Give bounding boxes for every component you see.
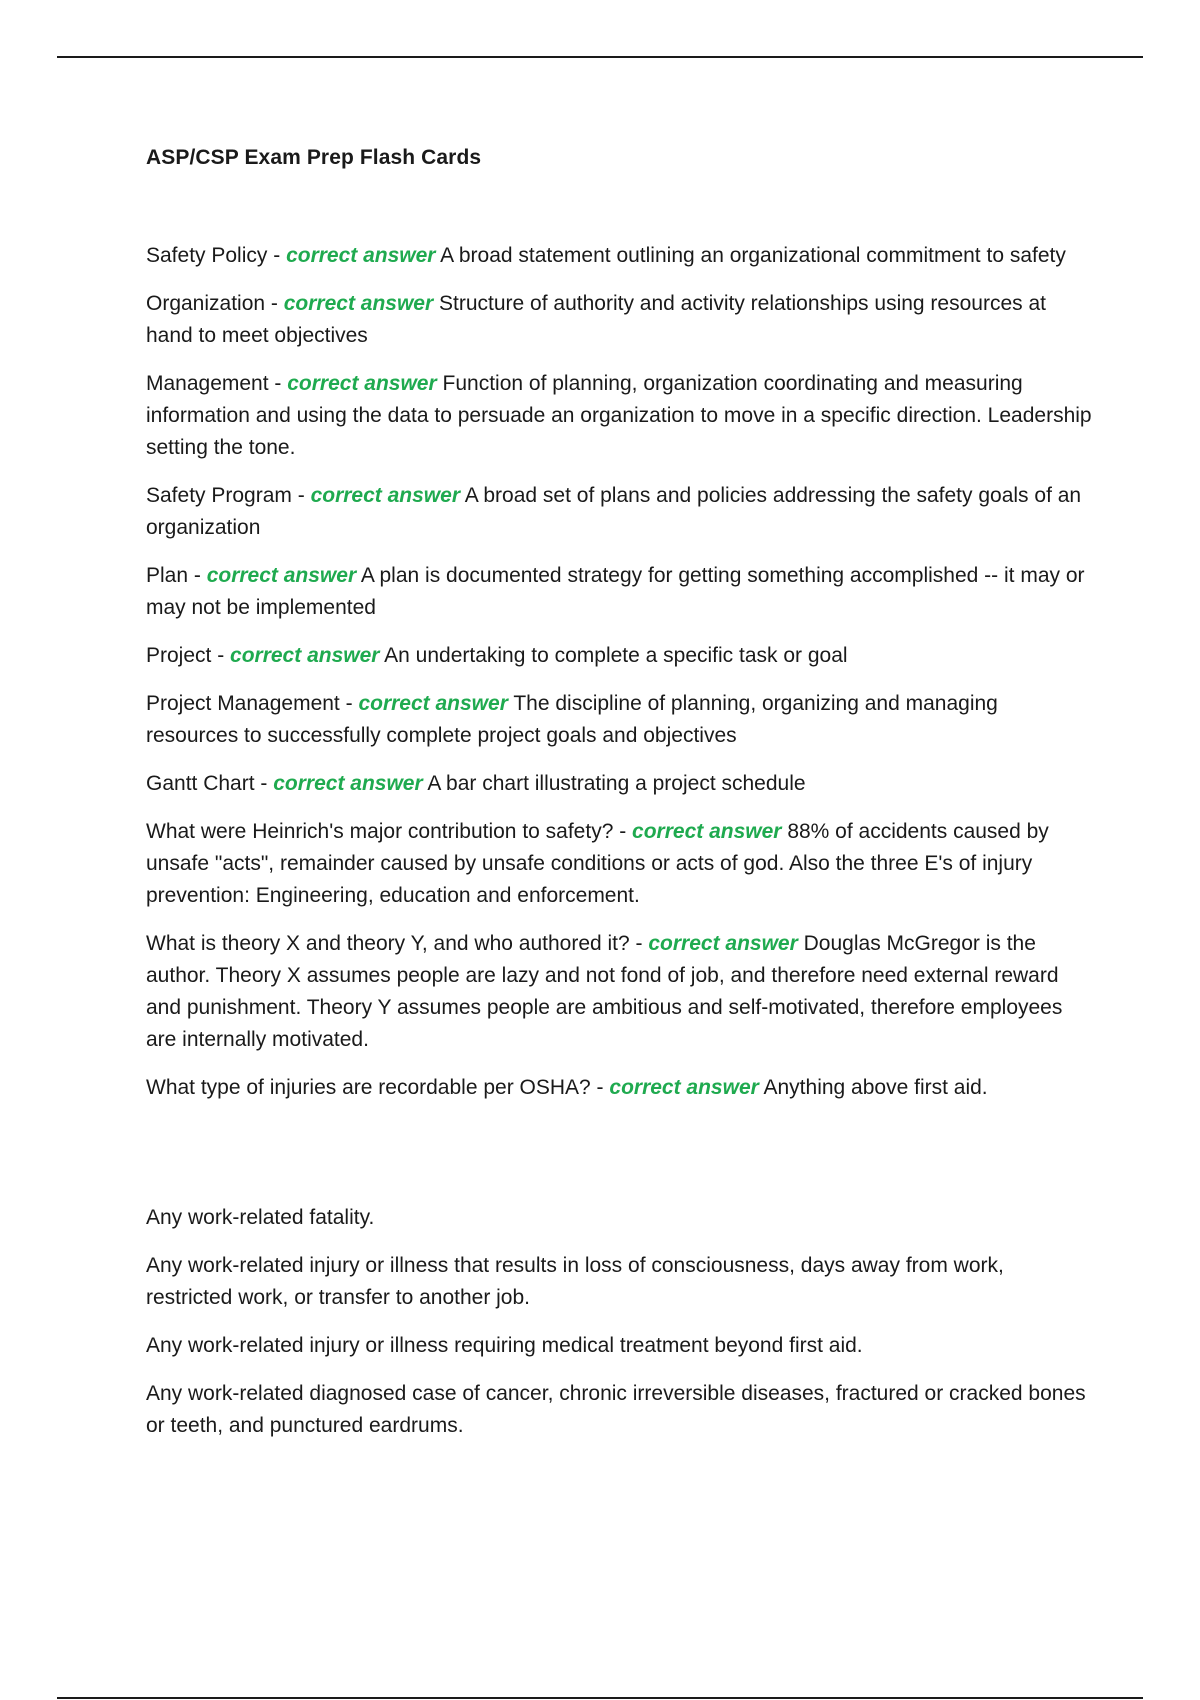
list-item: Any work-related diagnosed case of cancer, chronic irreversible diseases, fractured or cracked bones or teeth, and punctured eardrums.	[146, 1382, 1086, 1437]
card-term: Safety Program	[146, 484, 292, 507]
flash-card	[146, 480, 1092, 544]
card-separator: -	[339, 692, 359, 715]
card-separator: -	[188, 564, 207, 587]
card-separator: -	[254, 772, 274, 795]
header-rule	[57, 56, 1143, 58]
card-answer: 88% of accidents caused by unsafe "acts", remainder caused by unsafe conditions or acts of god. Also the three E's of injury prevention: Engineering, education and enforcement.	[146, 820, 1049, 907]
card-answer: The discipline of planning, organizing and managing resources to successfully complete project goals and objectives	[146, 692, 998, 747]
recordable-criteria-list	[146, 1202, 1092, 1458]
flash-card	[146, 368, 1092, 464]
flash-card	[146, 1072, 1092, 1104]
card-term: Project	[146, 644, 212, 667]
card-answer: Anything above first aid.	[763, 1076, 988, 1099]
flash-card	[146, 816, 1092, 912]
footer-rule	[57, 1697, 1143, 1699]
card-answer: Function of planning, organization coordinating and measuring information and using the data to persuade an organization to move in a specific direction. Leadership setting the tone.	[146, 372, 1092, 459]
card-separator: -	[268, 372, 288, 395]
flash-card-list	[146, 240, 1092, 1120]
card-separator: -	[291, 484, 311, 507]
flash-card	[146, 688, 1092, 752]
correct-answer-label: correct answer	[310, 484, 460, 507]
correct-answer-label: correct answer	[609, 1076, 759, 1099]
card-term: Plan	[146, 564, 189, 587]
card-term: Organization	[146, 292, 266, 315]
flash-card	[146, 288, 1092, 352]
list-item: Any work-related injury or illness that results in loss of consciousness, days away from work, restricted work, or transfer to another job.	[146, 1254, 1004, 1309]
correct-answer-label: correct answer	[648, 932, 798, 955]
flash-card	[146, 640, 1092, 672]
card-separator: -	[265, 292, 284, 315]
card-term: Safety Policy	[146, 244, 268, 267]
card-term: Management	[146, 372, 269, 395]
flash-card	[146, 768, 1092, 800]
card-answer: A broad set of plans and policies addressing the safety goals of an organization	[146, 484, 1082, 539]
card-answer: A broad statement outlining an organizational commitment to safety	[440, 244, 1066, 267]
flash-card	[146, 240, 1092, 272]
card-separator: -	[629, 932, 649, 955]
correct-answer-label: correct answer	[286, 244, 436, 267]
card-answer: Structure of authority and activity relationships using resources at hand to meet objectives	[146, 292, 1046, 347]
correct-answer-label: correct answer	[632, 820, 782, 843]
correct-answer-label: correct answer	[358, 692, 508, 715]
correct-answer-label: correct answer	[273, 772, 423, 795]
card-term: Project Management	[146, 692, 340, 715]
card-separator: -	[211, 644, 231, 667]
card-term: Gantt Chart	[146, 772, 255, 795]
card-separator: -	[590, 1076, 610, 1099]
card-term: What were Heinrich's major contribution to safety?	[146, 820, 614, 843]
card-separator: -	[267, 244, 287, 267]
card-answer: A plan is documented strategy for getting something accomplished -- it may or may not be implemented	[146, 564, 1085, 619]
correct-answer-label: correct answer	[283, 292, 434, 315]
flash-card	[146, 928, 1092, 1056]
card-separator: -	[613, 820, 633, 843]
list-item: Any work-related injury or illness requiring medical treatment beyond first aid.	[146, 1334, 863, 1357]
flash-card	[146, 560, 1092, 624]
correct-answer-label: correct answer	[230, 644, 380, 667]
card-term: What type of injuries are recordable per OSHA?	[146, 1076, 591, 1099]
card-answer: Douglas McGregor is the author. Theory X assumes people are lazy and not fond of job, and therefore need external reward and punishment. Theory Y assumes people are ambitious and self-motivated, therefore employees are internally motivated.	[146, 932, 1063, 1051]
correct-answer-label: correct answer	[206, 564, 357, 587]
correct-answer-label: correct answer	[287, 372, 437, 395]
card-answer: An undertaking to complete a specific task or goal	[384, 644, 848, 667]
document-title: ASP/CSP Exam Prep Flash Cards	[146, 146, 482, 169]
list-item: Any work-related fatality.	[146, 1206, 375, 1229]
card-term: What is theory X and theory Y, and who authored it?	[146, 932, 630, 955]
card-answer: A bar chart illustrating a project schedule	[427, 772, 806, 795]
